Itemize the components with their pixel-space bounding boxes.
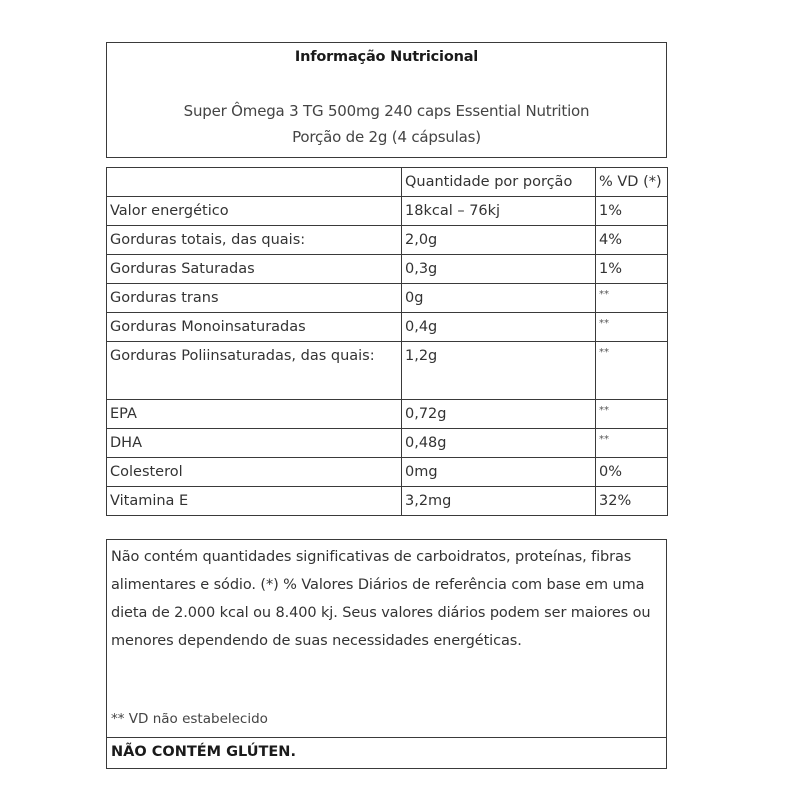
footer-box: [106, 539, 667, 769]
nutrient-vd: 32%: [596, 487, 668, 516]
nutrient-vd: **: [596, 429, 668, 458]
table-row: [107, 226, 668, 255]
table-header-row: [107, 168, 668, 197]
nutrient-vd: 1%: [596, 197, 668, 226]
nutrient-amount: 1,2g: [402, 342, 596, 400]
nutrient-name: Valor energético: [107, 197, 402, 226]
nutrient-vd: **: [596, 400, 668, 429]
table-row: [107, 429, 668, 458]
nutrient-amount: 0,3g: [402, 255, 596, 284]
nutrient-name: Colesterol: [107, 458, 402, 487]
nutrient-name: Gorduras Saturadas: [107, 255, 402, 284]
label-title: Informação Nutricional: [294, 49, 479, 65]
portion-size: Porção de 2g (4 cápsulas): [292, 128, 481, 146]
nutrient-name: Gorduras trans: [107, 284, 402, 313]
nutrient-vd: **: [596, 313, 668, 342]
nutrient-vd: **: [596, 284, 668, 313]
nutrient-amount: 0,72g: [402, 400, 596, 429]
nutrient-vd: 1%: [596, 255, 668, 284]
nutrient-amount: 0,48g: [402, 429, 596, 458]
table-row: [107, 458, 668, 487]
column-header-amount: Quantidade por porção: [402, 168, 596, 197]
product-name: Super Ômega 3 TG 500mg 240 caps Essential Nutrition: [183, 102, 590, 120]
nutrient-amount: 3,2mg: [402, 487, 596, 516]
nutrient-name: Gorduras Poliinsaturadas, das quais:: [107, 342, 402, 400]
nutrient-vd: 4%: [596, 226, 668, 255]
nutrient-amount: 18kcal – 76kj: [402, 197, 596, 226]
nutrient-vd: 0%: [596, 458, 668, 487]
vd-not-established-note: ** VD não estabelecido: [111, 711, 268, 727]
table-row: [107, 197, 668, 226]
table-row: [107, 342, 668, 400]
table-row: [107, 400, 668, 429]
table-row: [107, 255, 668, 284]
nutrient-amount: 0,4g: [402, 313, 596, 342]
table-row: [107, 313, 668, 342]
column-header-nutrient: [107, 168, 402, 197]
column-header-vd: % VD (*): [596, 168, 668, 197]
header-box: [106, 42, 667, 158]
nutrient-vd: **: [596, 342, 668, 400]
divider: [107, 737, 666, 738]
nutrient-amount: 0g: [402, 284, 596, 313]
nutrient-name: DHA: [107, 429, 402, 458]
footnote-text: Não contém quantidades significativas de carboidratos, proteínas, fibras alimentares e sódio. (*) % Valores Diários de referência com base em uma dieta de 2.000 kcal ou 8.400 kj. Seus valores diários podem ser maiores ou menores dependendo de suas necessidades energéticas.: [111, 549, 651, 649]
nutrient-name: Gorduras Monoinsaturadas: [107, 313, 402, 342]
nutrient-name: Gorduras totais, das quais:: [107, 226, 402, 255]
gluten-free-notice: NÃO CONTÉM GLÚTEN.: [111, 744, 296, 760]
table-row: [107, 284, 668, 313]
nutrition-table: [106, 167, 668, 516]
nutrient-name: Vitamina E: [107, 487, 402, 516]
nutrient-amount: 0mg: [402, 458, 596, 487]
nutrient-name: EPA: [107, 400, 402, 429]
table-row: [107, 487, 668, 516]
nutrient-amount: 2,0g: [402, 226, 596, 255]
